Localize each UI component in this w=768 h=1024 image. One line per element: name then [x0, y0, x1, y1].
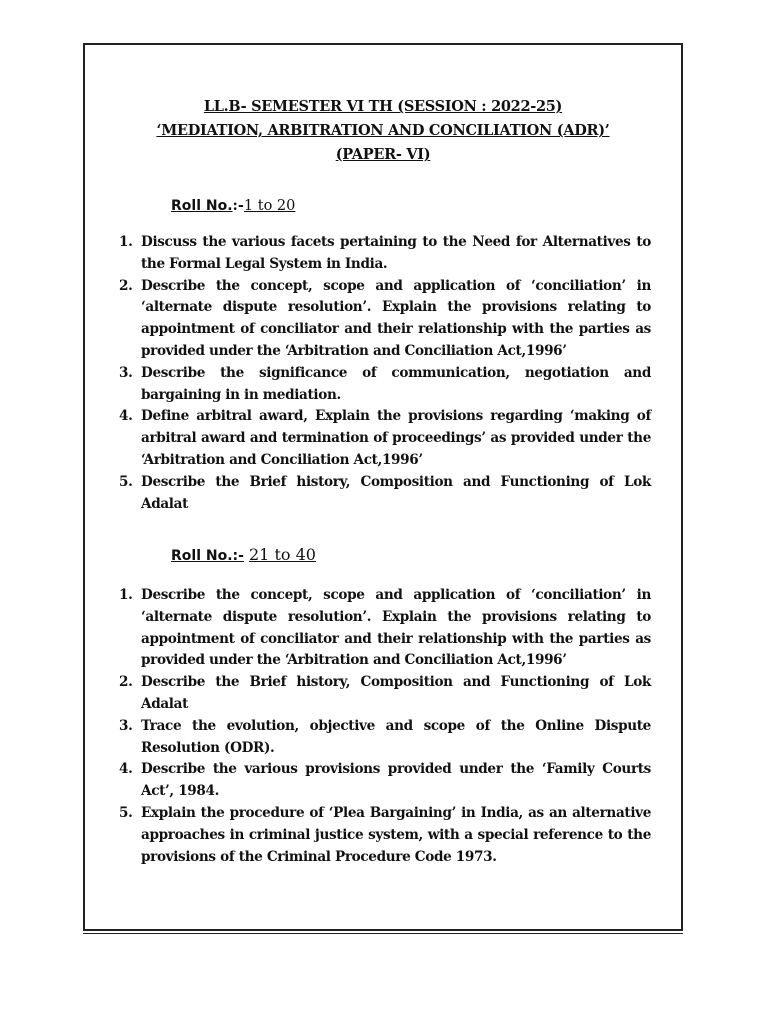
question-number: 4.	[119, 408, 133, 425]
roll-label: Roll No.	[171, 198, 233, 214]
question-text: Trace the evolution, objective and scope of the Online Dispute Resolution (ODR).	[141, 717, 651, 756]
question-item	[119, 716, 651, 760]
question-number: 1.	[119, 234, 133, 250]
question-item	[119, 406, 651, 471]
question-number: 3.	[119, 717, 133, 734]
question-text: Discuss the various facets pertaining to the Need for Alternatives to the Formal Legal System in India.	[141, 234, 651, 272]
roll-separator: :-	[232, 197, 244, 214]
question-item	[119, 672, 651, 716]
question-item	[119, 276, 651, 363]
question-text: Describe the concept, scope and application of ‘conciliation’ in ‘alternate dispute resolution’. Explain the provisions relating to appointment of conciliator and their relationship with the parties as provided under the ‘Arbitration and Conciliation Act,1996’	[141, 587, 651, 669]
question-number: 2.	[119, 674, 133, 691]
header-paper-line: (PAPER- VI)	[335, 146, 431, 163]
question-list-2	[119, 585, 651, 868]
question-number: 2.	[119, 277, 133, 294]
question-item	[119, 472, 651, 516]
question-item	[119, 232, 651, 276]
question-item	[119, 759, 651, 803]
question-number: 5.	[119, 473, 133, 490]
question-text: Define arbitral award, Explain the provisions regarding ‘making of arbitral award and termination of proceedings’ as provided under the ‘Arbitration and Conciliation Act,1996’	[141, 408, 651, 468]
header-subject-line: ‘MEDIATION, ARBITRATION AND CONCILIATION (ADR)’	[156, 122, 610, 139]
header-course-line: LL.B- SEMESTER VI TH (SESSION : 2022-25)	[203, 98, 563, 115]
roll-heading-2	[171, 545, 316, 564]
roll-label: Roll No.:-	[171, 548, 244, 564]
roll-range: 1 to 20	[243, 198, 296, 214]
question-number: 4.	[119, 761, 133, 778]
question-text: Describe the Brief history, Composition and Functioning of Lok Adalat	[141, 674, 651, 712]
question-text: Describe the significance of communication, negotiation and bargaining in in mediation.	[141, 364, 651, 403]
question-text: Describe the various provisions provided under the ‘Family Courts Act’, 1984.	[141, 761, 651, 800]
question-number: 3.	[119, 364, 133, 381]
question-number: 1.	[119, 587, 133, 603]
question-number: 5.	[119, 804, 133, 821]
page-border	[83, 43, 683, 931]
roll-range: 21 to 40	[249, 545, 316, 564]
question-text: Describe the concept, scope and application of ‘conciliation’ in ‘alternate dispute resolution’. Explain the provisions relating to appointment of conciliator and their relationship with the parties as provided under the ‘Arbitration and Conciliation Act,1996’	[141, 277, 651, 359]
question-text: Explain the procedure of ‘Plea Bargaining’ in India, as an alternative approaches in criminal justice system, with a special reference to the provisions of the Criminal Procedure Code 1973.	[141, 804, 651, 865]
question-list-1	[119, 232, 651, 515]
question-item	[119, 585, 651, 672]
document-header	[85, 95, 681, 167]
question-item	[119, 363, 651, 407]
question-item	[119, 803, 651, 868]
question-text: Describe the Brief history, Composition and Functioning of Lok Adalat	[141, 473, 651, 512]
roll-heading-1	[171, 197, 295, 214]
